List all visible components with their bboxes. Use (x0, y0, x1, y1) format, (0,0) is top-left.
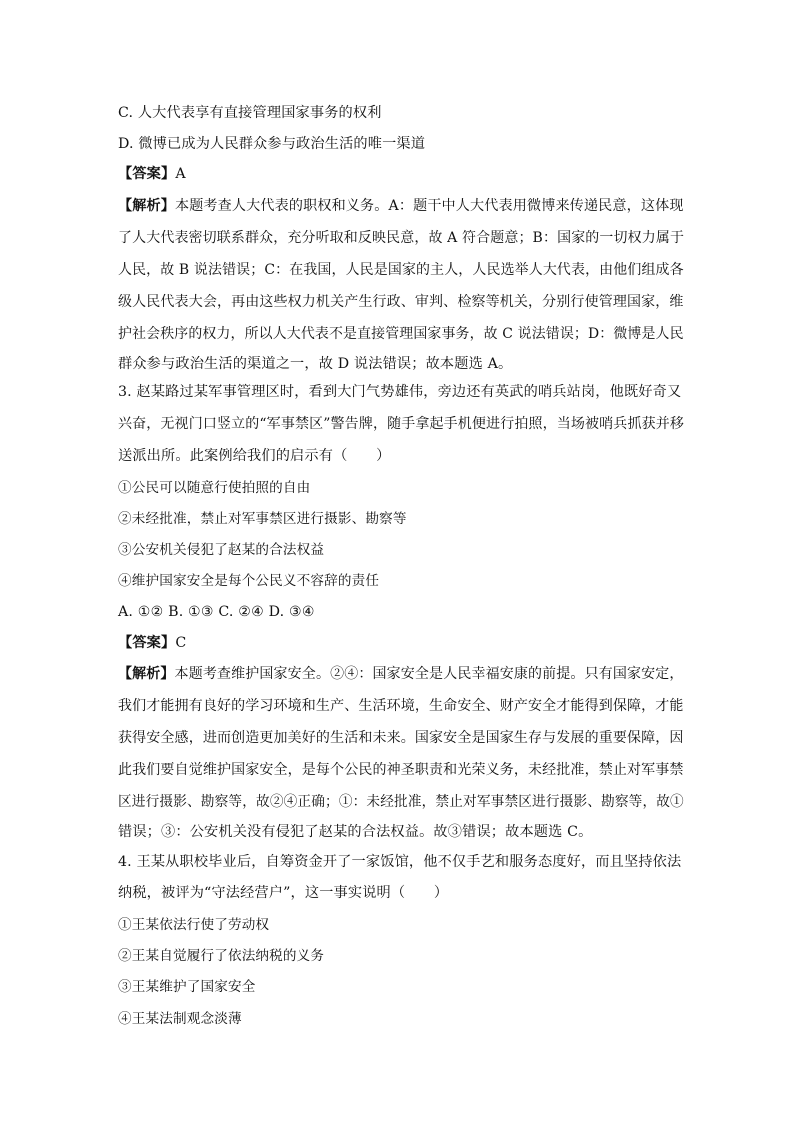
statement-1: ①王某依法行使了劳动权 (118, 917, 270, 933)
statement-3: ③王某维护了国家安全 (118, 979, 256, 995)
statement-1: ①公民可以随意行使拍照的自由 (118, 480, 311, 496)
question-3-stem: 兴奋，无视门口竖立的“军事禁区”警告牌，随手拿起手机便进行拍照，当场被哨兵抓获并移 (118, 416, 685, 432)
analysis-line: 此我们要自觉维护国家安全，是每个公民的神圣职责和光荣义务，未经批准，禁止对军事禁 (118, 762, 684, 778)
analysis-line: 我们才能拥有良好的学习环境和生产、生活环境，生命安全、财产安全才能得到保障，才能 (118, 698, 684, 714)
statement-3: ③公安机关侵犯了赵某的合法权益 (118, 542, 325, 558)
analysis-line: 护社会秩序的权力，所以人大代表不是直接管理国家事务，故 C 说法错误；D：微博是人民 (118, 326, 684, 342)
answer-line: 【答案】A (118, 166, 186, 182)
statement-4: ④维护国家安全是每个公民义不容辞的责任 (118, 573, 380, 589)
analysis-line: 错误；③：公安机关没有侵犯了赵某的合法权益。故③错误；故本题选 C。 (118, 824, 593, 840)
analysis-line: 了人大代表密切联系群众，充分听取和反映民意，故 A 符合题意；B：国家的一切权力属于 (118, 230, 685, 246)
option-d: D. 微博已成为人民群众参与政治生活的唯一渠道 (118, 136, 426, 152)
analysis-line: 区进行摄影、勘察等，故②④正确；①：未经批准，禁止对军事禁区进行摄影、勘察等，故① (118, 794, 684, 810)
question-3-stem: 3. 赵某路过某军事管理区时，看到大门气势雄伟，旁边还有英武的哨兵站岗，他既好奇又 (118, 384, 682, 400)
analysis-line: 级人民代表大会，再由这些权力机关产生行政、审判、检察等机关，分别行使管理国家，维 (118, 294, 684, 310)
option-c: C. 人大代表享有直接管理国家事务的权利 (118, 105, 382, 121)
statement-4: ④王某法制观念淡薄 (118, 1011, 242, 1027)
statement-2: ②王某自觉履行了依法纳税的义务 (118, 948, 325, 964)
analysis-line: 【解析】本题考查维护国家安全。②④：国家安全是人民幸福安康的前提。只有国家安定， (118, 666, 684, 682)
question-4-stem: 纳税，被评为“守法经营户”，这一事实说明（ ） (118, 885, 449, 901)
statement-2: ②未经批准，禁止对军事禁区进行摄影、勘察等 (118, 511, 407, 527)
analysis-line: 群众参与政治生活的渠道之一，故 D 说法错误；故本题选 A。 (118, 356, 513, 372)
analysis-line: 人民，故 B 说法错误；C：在我国，人民是国家的主人，人民选举人大代表，由他们组成各 (118, 262, 684, 278)
choice-options: A. ①② B. ①③ C. ②④ D. ③④ (118, 604, 315, 620)
answer-line: 【答案】C (118, 635, 187, 651)
question-4-stem: 4. 王某从职校毕业后，自筹资金开了一家饭馆，他不仅手艺和服务态度好，而且坚持依法 (118, 854, 682, 870)
analysis-line: 获得安全感，进而创造更加美好的生活和未来。国家安全是国家生存与发展的重要保障，因 (118, 730, 684, 746)
analysis-line: 【解析】本题考查人大代表的职权和义务。A：题干中人大代表用微博来传递民意，这体现 (118, 198, 684, 214)
question-3-stem: 送派出所。此案例给我们的启示有（ ） (118, 448, 391, 464)
